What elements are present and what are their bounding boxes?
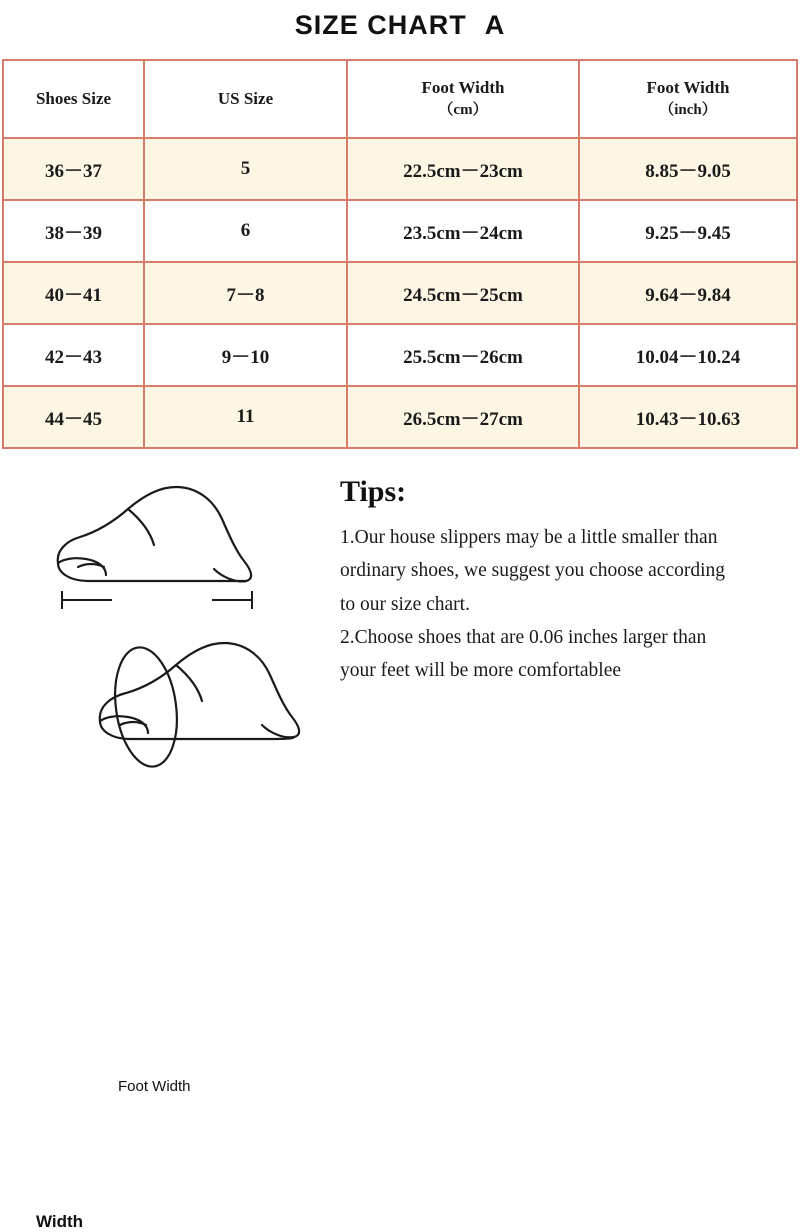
- column-header-line1: Foot Width: [421, 78, 505, 98]
- foot-diagram-svg: [0, 475, 330, 785]
- foot-width-label: Foot Width: [118, 1078, 191, 1095]
- table-row: [3, 200, 797, 262]
- foot-outline-bottom-icon: [100, 643, 299, 739]
- cell-shoes-size: 38－39: [3, 200, 144, 262]
- table-row: [3, 138, 797, 200]
- tips-line-1: 1.Our house slippers may be a little smaller than: [340, 527, 718, 548]
- foot-outline-top-icon: [58, 487, 251, 581]
- page-title-suffix: A: [484, 10, 506, 40]
- foot-diagrams: [0, 475, 330, 1231]
- page-title-main: SIZE CHART: [294, 10, 467, 40]
- column-header-foot-width-inch: [579, 60, 797, 138]
- size-chart-table: [2, 59, 798, 449]
- tips-section: [340, 475, 790, 689]
- table-row: [3, 386, 797, 448]
- cell-us-size: 11: [144, 386, 347, 448]
- cell-foot-width-cm: 25.5cm－26cm: [347, 324, 579, 386]
- tips-line-5: your feet will be more comfortablee: [340, 660, 622, 681]
- cell-foot-width-cm: 26.5cm－27cm: [347, 386, 579, 448]
- column-header-line2: （inch）: [659, 102, 717, 119]
- cell-us-size: 5: [144, 138, 347, 200]
- width-label: Width: [36, 1212, 84, 1231]
- tips-heading: Tips:: [340, 475, 407, 508]
- page-title: [0, 0, 800, 41]
- cell-us-size: 6: [144, 200, 347, 262]
- tips-line-2: ordinary shoes, we suggest you choose according: [340, 560, 726, 582]
- cell-foot-width-inch: 8.85－9.05: [579, 138, 797, 200]
- cell-us-size: 7－8: [144, 262, 347, 324]
- column-header-shoes-size: [3, 60, 144, 138]
- foot-width-label-backdrop: [112, 587, 212, 613]
- cell-shoes-size: 42－43: [3, 324, 144, 386]
- cell-foot-width-inch: 9.64－9.84: [579, 262, 797, 324]
- cell-foot-width-inch: 10.04－10.24: [579, 324, 797, 386]
- table-row: [3, 324, 797, 386]
- table-row: [3, 262, 797, 324]
- table-header-row: [3, 60, 797, 138]
- column-header-line2: （cm）: [438, 102, 488, 119]
- width-ellipse-indicator: [108, 643, 184, 770]
- cell-foot-width-inch: 9.25－9.45: [579, 200, 797, 262]
- cell-us-size: 9－10: [144, 324, 347, 386]
- cell-foot-width-cm: 24.5cm－25cm: [347, 262, 579, 324]
- column-header-line1: Foot Width: [646, 78, 730, 98]
- cell-foot-width-cm: 23.5cm－24cm: [347, 200, 579, 262]
- cell-foot-width-inch: 10.43－10.63: [579, 386, 797, 448]
- tips-line-4: 2.Choose shoes that are 0.06 inches larger than: [340, 626, 707, 648]
- column-header-line1: Shoes Size: [35, 88, 112, 108]
- column-header-us-size: [144, 60, 347, 138]
- table-header: [3, 60, 797, 138]
- tips-line-3: to our size chart.: [340, 593, 470, 615]
- cell-shoes-size: 40－41: [3, 262, 144, 324]
- table-body: [3, 138, 797, 448]
- cell-shoes-size: 44－45: [3, 386, 144, 448]
- column-header-line1: US Size: [217, 88, 274, 108]
- cell-shoes-size: 36－37: [3, 138, 144, 200]
- cell-foot-width-cm: 22.5cm－23cm: [347, 138, 579, 200]
- lower-section: [0, 475, 800, 1231]
- column-header-foot-width-cm: [347, 60, 579, 138]
